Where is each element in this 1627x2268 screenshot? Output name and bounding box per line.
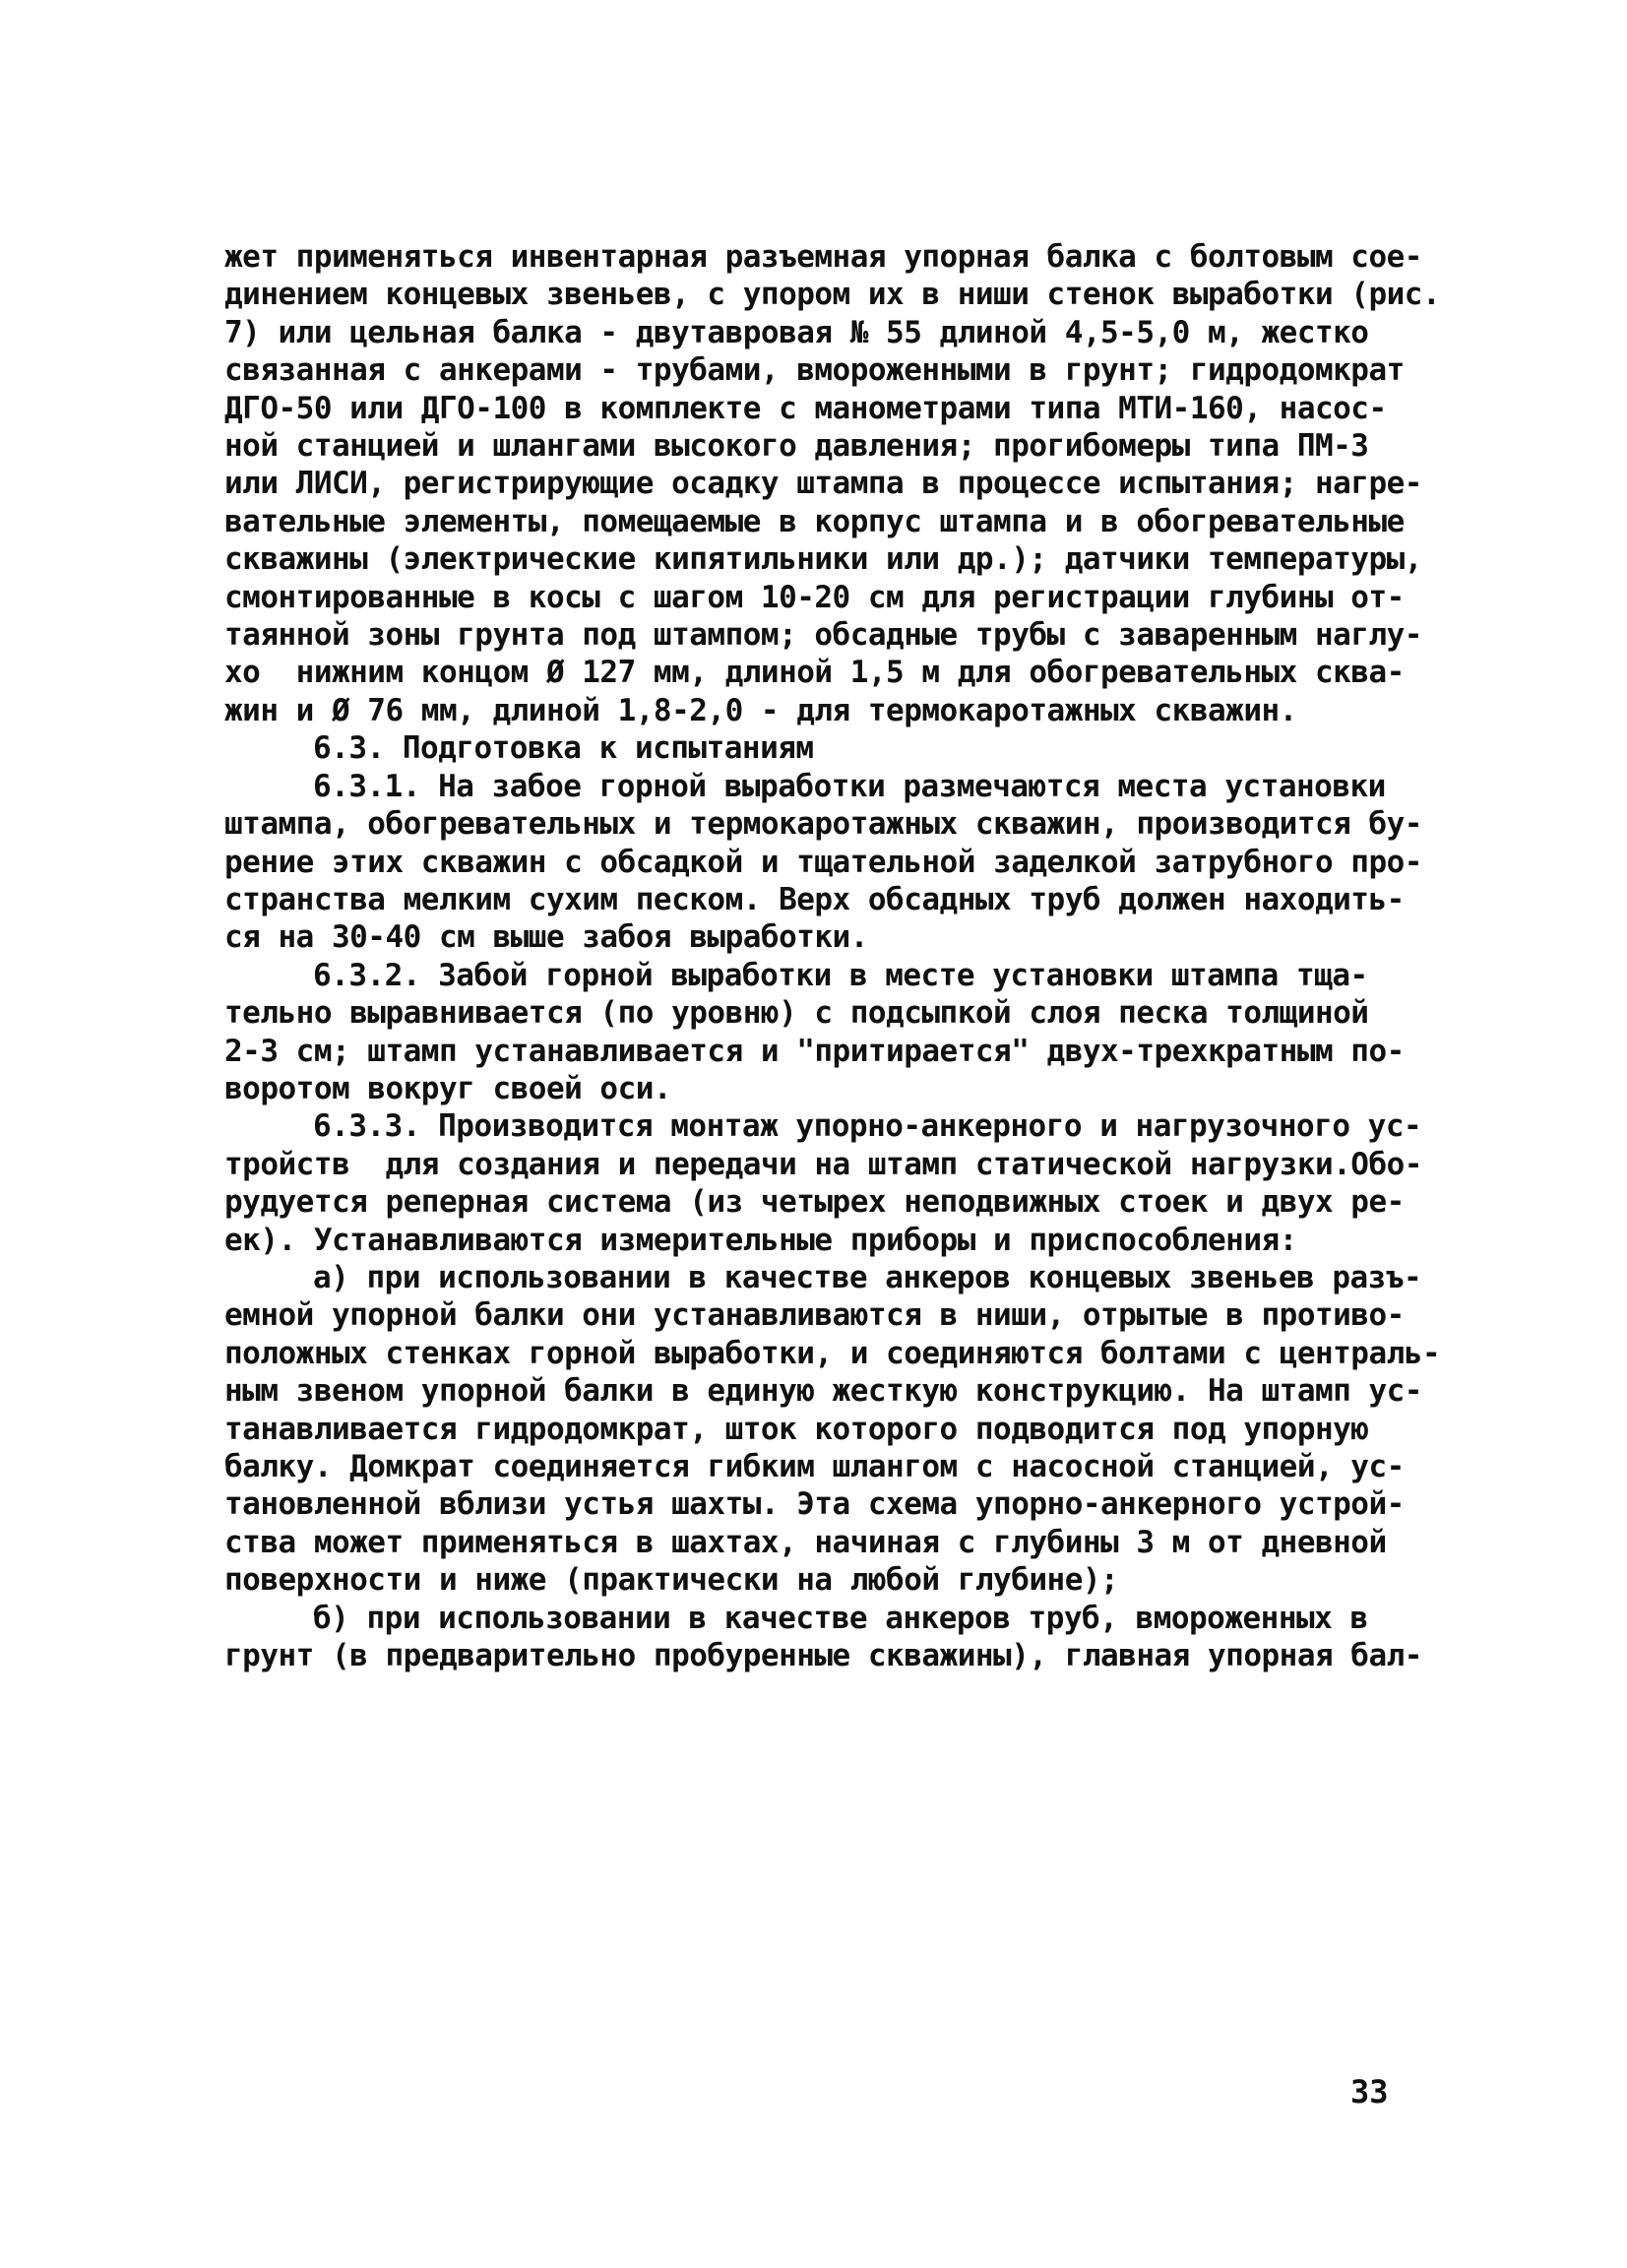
text-line: 2-3 см; штамп устанавливается и "притирается" двух-трехкратным по- [224,1033,1405,1069]
text-line: смонтированные в косы с шагом 10-20 см для регистрации глубины от- [224,579,1405,615]
text-line: жет применяться инвентарная разъемная упорная балка с болтовым сое- [224,239,1422,275]
text-line: странства мелким сухим песком. Верх обсадных труб должен находить- [224,881,1405,917]
text-line: штампа, обогревательных и термокаротажных скважин, производится бу- [224,806,1422,843]
paragraph-6-3-2-first-line: 6.3.2. Забой горной выработки в месте установки штампа тща- [313,957,1368,993]
text-line: скважины (электрические кипятильники или др.); датчики температуры, [224,541,1422,578]
text-line: балку. Домкрат соединяется гибким шлангом с насосной станцией, ус- [224,1449,1405,1484]
text-line: ДГО-50 или ДГО-100 в комплекте с манометрами типа МТИ-160, насос- [224,390,1387,426]
text-line: ства может применяться в шахтах, начиная с глубины 3 м от дневной [224,1524,1387,1560]
text-line: положных стенках горной выработки, и соединяются болтами с централь- [224,1335,1441,1371]
text-line: ной станцией и шлангами высокого давления; прогибомеры типа ПМ-3 [224,428,1369,465]
text-line: тельно выравнивается (по уровню) с подсыпкой слоя песка толщиной [224,995,1369,1032]
text-line: ным звеном упорной балки в единую жесткую конструкцию. На штамп ус- [224,1373,1422,1410]
text-line: динением концевых звеньев, с упором их в ниши стенок выработки (рис. [224,277,1441,313]
text-line: вательные элементы, помещаемые в корпус штампа и в обогревательные [224,503,1405,539]
section-heading: 6.3. Подготовка к испытаниям [313,730,814,767]
text-line: ек). Устанавливаются измерительные приборы и приспособления: [224,1222,1297,1258]
text-line: связанная с анкерами - трубами, вмороженными в грунт; гидродомкрат [224,352,1405,389]
text-line: воротом вокруг своей оси. [224,1070,672,1106]
paragraph-6-3-3-first-line: 6.3.3. Производится монтаж упорно-анкерного и нагрузочного ус- [313,1108,1422,1145]
text-line: рудуется реперная система (из четырех неподвижных стоек и двух ре- [224,1184,1405,1221]
text-line: тановленной вблизи устья шахты. Эта схема упорно-анкерного устрой- [224,1486,1405,1523]
text-line: или ЛИСИ, регистрирующие осадку штампа в процессе испытания; нагре- [224,466,1422,502]
text-line: емной упорной балки они устанавливаются в ниши, отрытые в противо- [224,1297,1405,1334]
text-line: ся на 30-40 см выше забоя выработки. [224,919,868,956]
paragraph-6-3-1-first-line: 6.3.1. На забое горной выработки размечаются места установки [313,768,1386,804]
text-line: тройств для создания и передачи на штамп статической нагрузки.Обо- [224,1146,1422,1182]
list-item-a-first-line: а) при использовании в качестве анкеров концевых звеньев разъ- [313,1259,1422,1295]
text-line: таянной зоны грунта под штампом; обсадные трубы с заваренным наглу- [224,617,1422,654]
page-number: 33 [1350,2073,1389,2110]
list-item-b-first-line: б) при использовании в качестве анкеров труб, вмороженных в [313,1600,1368,1636]
text-line: танавливается гидродомкрат, шток которого подводится под упорную [224,1411,1369,1447]
text-line: жин и Ø 76 мм, длиной 1,8-2,0 - для термокаротажных скважин. [224,692,1297,728]
text-line: хо нижним концом Ø 127 мм, длиной 1,5 м для обогревательных сква- [224,655,1405,691]
text-line: грунт (в предварительно пробуренные скважины), главная упорная бал- [224,1638,1422,1674]
text-line: рение этих скважин с обсадкой и тщательной заделкой затрубного про- [224,844,1422,880]
text-line: 7) или цельная балка - двутавровая № 55 длиной 4,5-5,0 м, жестко [224,314,1369,350]
text-line: поверхности и ниже (практически на любой глубине); [224,1562,1119,1599]
body-text [224,238,1441,1674]
